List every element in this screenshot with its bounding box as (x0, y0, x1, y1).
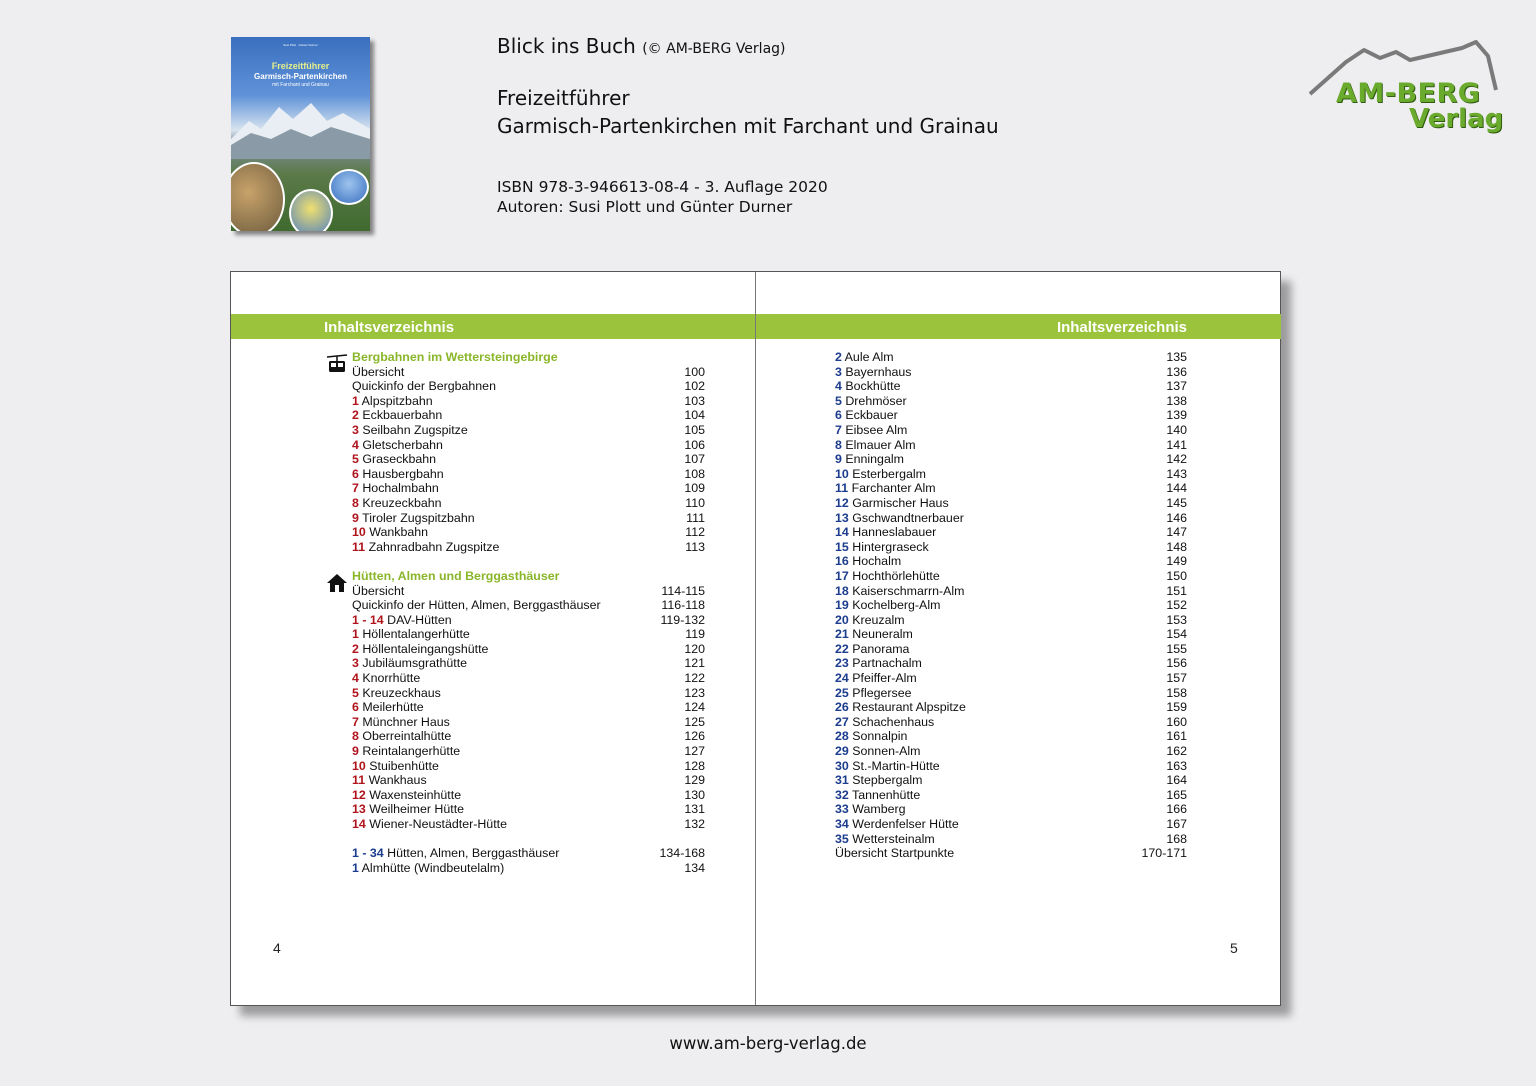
entry-title: Übersicht (352, 364, 405, 379)
toc-entry (835, 438, 1187, 453)
entry-title: Bayernhaus (845, 364, 912, 379)
right-heading: Inhaltsverzeichnis (1056, 319, 1187, 336)
cover-photo-hikers (231, 162, 285, 231)
toc-entry (352, 613, 705, 628)
entry-title: Pfeiffer-Alm (852, 671, 917, 686)
entry-title: Hanneslabauer (852, 525, 937, 540)
entry-number: 9 (835, 452, 842, 467)
entry-number: 8 (352, 729, 359, 744)
toc-entry (835, 671, 1187, 686)
entry-title: Hausbergbahn (362, 466, 444, 481)
blick-ins-buch: Blick ins Buch (© AM-BERG Verlag) (497, 34, 786, 58)
entry-title: Eibsee Alm (845, 422, 908, 437)
toc-entry (352, 481, 705, 496)
entry-title: Sonnen-Alm (852, 744, 921, 759)
entry-title: DAV-Hütten (387, 612, 452, 627)
entry-title: Meilerhütte (362, 700, 424, 715)
section-title: Bergbahnen im Wettersteingebirge (352, 350, 558, 364)
entry-page: 106 (684, 437, 705, 452)
entry-number: 13 (835, 510, 849, 525)
book-spread (230, 271, 1281, 1006)
entry-number: 2 (352, 408, 359, 423)
toc-entry (835, 452, 1187, 467)
entry-title: Weilheimer Hütte (369, 802, 465, 817)
entry-title: Hütten, Almen, Berggasthäuser (387, 846, 560, 861)
entry-title: Gschwandtnerbauer (852, 510, 964, 525)
entry-page: 152 (1166, 598, 1187, 613)
entry-number: 25 (835, 685, 849, 700)
entry-page: 125 (684, 714, 705, 729)
entry-page: 156 (1166, 656, 1187, 671)
entry-title: Farchanter Alm (851, 481, 936, 496)
entry-page: 134 (684, 860, 705, 875)
entry-number: 5 (352, 452, 359, 467)
entry-title: Eckbauer (845, 408, 898, 423)
right-heading-band (756, 314, 1281, 339)
entry-page: 110 (685, 495, 705, 510)
toc-entry (835, 729, 1187, 744)
toc-entry (352, 452, 705, 467)
entry-page: 104 (684, 408, 705, 423)
entry-page: 140 (1166, 422, 1187, 437)
toc-entry (352, 656, 705, 671)
toc-entry (352, 627, 705, 642)
toc-entry (835, 379, 1187, 394)
left-heading-band (231, 314, 755, 339)
entry-page: 136 (1166, 364, 1187, 379)
entry-number: 7 (835, 422, 842, 437)
entry-title: Alpspitzbahn (361, 393, 433, 408)
entry-title: Waxensteinhütte (369, 787, 462, 802)
entry-title: Gletscherbahn (362, 437, 443, 452)
toc-entry (835, 788, 1187, 803)
entry-title: Wankbahn (369, 525, 429, 540)
cover-title: Freizeitführer (271, 61, 330, 71)
logo-line2: Verlag (1409, 104, 1504, 134)
toc-entry (835, 700, 1187, 715)
cover-photo-church (289, 189, 333, 231)
entry-page: 157 (1166, 671, 1187, 686)
entry-page: 166 (1166, 802, 1187, 817)
entry-page: 123 (684, 685, 705, 700)
entry-number: 1 (352, 393, 359, 408)
entry-number: 21 (835, 627, 849, 642)
entry-number: 8 (352, 495, 359, 510)
book-title-line2: Garmisch-Partenkirchen mit Farchant und Grainau (497, 114, 999, 138)
entry-page: 132 (684, 817, 705, 831)
entry-number: 11 (352, 539, 366, 554)
entry-title: Restaurant Alpspitze (852, 700, 966, 715)
entry-title: Seilbahn Zugspitze (362, 422, 468, 437)
entry-page: 155 (1166, 641, 1187, 656)
entry-number: 27 (835, 714, 849, 729)
toc-entry (835, 467, 1187, 482)
toc-entry (835, 846, 1187, 861)
entry-title: Kreuzeckbahn (362, 495, 442, 510)
toc-entry (352, 584, 705, 599)
toc-entry (835, 365, 1187, 380)
entry-page: 121 (684, 656, 705, 671)
toc-entry (835, 350, 1187, 365)
entry-number: 28 (835, 729, 849, 744)
entry-number: 34 (835, 817, 849, 831)
entry-page: 100 (684, 364, 705, 379)
toc-entry (352, 861, 705, 876)
toc-entry (835, 642, 1187, 657)
toc-entry (352, 729, 705, 744)
entry-title: Quickinfo der Hütten, Almen, Berggasthäuser (352, 598, 601, 613)
entry-page: 159 (1166, 700, 1187, 715)
entry-number: 3 (835, 364, 842, 379)
entry-page: 127 (684, 744, 705, 759)
entry-page: 103 (684, 393, 705, 408)
entry-page: 161 (1166, 729, 1187, 744)
entry-title: Neuneralm (852, 627, 913, 642)
left-page-number: 4 (273, 940, 281, 956)
entry-number: 1 (352, 627, 359, 642)
logo-line1: AM-BERG (1336, 78, 1481, 109)
toc-entry (835, 511, 1187, 526)
toc-entry (352, 598, 705, 613)
toc-entry (835, 569, 1187, 584)
entry-title: Graseckbahn (362, 452, 437, 467)
entry-number: 4 (352, 437, 359, 452)
entry-number: 33 (835, 802, 849, 817)
entry-page: 160 (1166, 714, 1187, 729)
cover-subtitle: Garmisch-Partenkirchen (254, 72, 347, 81)
entry-title: Drehmöser (845, 393, 907, 408)
entry-number: 17 (835, 568, 849, 583)
entry-page: 107 (684, 452, 705, 467)
entry-page: 151 (1166, 583, 1187, 598)
entry-page: 130 (684, 787, 705, 802)
entry-page: 142 (1166, 452, 1187, 467)
right-page-number: 5 (1230, 940, 1238, 956)
entry-page: 131 (684, 802, 705, 817)
entry-page: 143 (1166, 466, 1187, 481)
entry-title: Hochalm (852, 554, 902, 569)
entry-title: Sonnalpin (852, 729, 908, 744)
entry-page: 170-171 (1141, 846, 1187, 861)
toc-entry (835, 656, 1187, 671)
entry-page: 114-115 (661, 583, 705, 598)
entry-number: 20 (835, 612, 849, 627)
entry-number: 4 (352, 671, 359, 686)
entry-number: 32 (835, 787, 849, 802)
toc-entry (352, 379, 705, 394)
entry-number: 12 (835, 495, 849, 510)
entry-title: Tannenhütte (852, 787, 921, 802)
toc-entry (352, 773, 705, 788)
toc-entry (835, 773, 1187, 788)
entry-number: 5 (835, 393, 842, 408)
entry-title: Elmauer Alm (845, 437, 916, 452)
toc-entry (835, 496, 1187, 511)
entry-number: 3 (352, 422, 359, 437)
toc-entry (835, 540, 1187, 555)
entry-page: 148 (1166, 539, 1187, 554)
entry-number: 4 (835, 379, 842, 394)
entry-title: Almhütte (Windbeutelalm) (361, 860, 505, 875)
entry-title: Wiener-Neustädter-Hütte (369, 817, 507, 831)
entry-page: 149 (1166, 554, 1187, 569)
entry-title: Kreuzalm (852, 612, 905, 627)
entry-page: 164 (1166, 773, 1187, 788)
entry-title: Hochalmbahn (362, 481, 439, 496)
entry-number: 11 (352, 773, 366, 788)
toc-entry (352, 394, 705, 409)
toc-entry (352, 700, 705, 715)
cable-car-icon (326, 354, 348, 374)
toc-entry (835, 554, 1187, 569)
entry-page: 105 (684, 422, 705, 437)
entry-number: 24 (835, 671, 849, 686)
entry-page: 119-132 (660, 612, 705, 627)
toc-entry (352, 496, 705, 511)
entry-title: Wankhaus (368, 773, 427, 788)
entry-page: 146 (1166, 510, 1187, 525)
entry-title: Kaiserschmarrn-Alm (852, 583, 965, 598)
entry-title: Quickinfo der Bergbahnen (352, 379, 496, 394)
toc-entry (352, 846, 705, 861)
page-gutter (755, 272, 756, 1005)
entry-title: Esterbergalm (852, 466, 926, 481)
entry-page: 154 (1166, 627, 1187, 642)
entry-page: 120 (684, 641, 705, 656)
toc-entry (835, 715, 1187, 730)
entry-title: Stepbergalm (852, 773, 923, 788)
entry-page: 128 (684, 758, 705, 773)
entry-page: 102 (684, 379, 705, 394)
toc-entry (835, 802, 1187, 817)
toc-entry (352, 525, 705, 540)
website-url[interactable]: www.am-berg-verlag.de (669, 1034, 867, 1053)
entry-number: 18 (835, 583, 849, 598)
entry-title: Oberreintalhütte (362, 729, 452, 744)
left-heading: Inhaltsverzeichnis (324, 319, 455, 336)
entry-number: 30 (835, 758, 849, 773)
toc-entry (835, 598, 1187, 613)
toc-entry (352, 788, 705, 803)
toc-entry (352, 423, 705, 438)
entry-number: 14 (352, 817, 366, 831)
entry-number: 10 (835, 466, 849, 481)
entry-page: 165 (1166, 787, 1187, 802)
book-cover (231, 37, 370, 231)
cover-authors: Susi Plott · Günter Durner (283, 43, 318, 47)
toc-entry (835, 744, 1187, 759)
toc-entry (835, 627, 1187, 642)
entry-number: 9 (352, 510, 359, 525)
entry-title: Hintergraseck (852, 539, 929, 554)
section-title: Hütten, Almen und Berggasthäuser (352, 568, 560, 583)
entry-number: 15 (835, 539, 849, 554)
entry-title: Knorrhütte (362, 671, 421, 686)
entry-number: 1 (352, 860, 359, 875)
entry-number: 5 (352, 685, 359, 700)
cover-photo-cablecar (329, 169, 369, 205)
entry-number: 6 (352, 466, 359, 481)
entry-title: Enningalm (845, 452, 904, 467)
toc-entry (352, 467, 705, 482)
toc-entry (352, 802, 705, 817)
entry-title: Wamberg (852, 802, 906, 817)
entry-title: Eckbauerbahn (362, 408, 443, 423)
entry-number: 3 (352, 656, 359, 671)
entry-number: 6 (835, 408, 842, 423)
entry-page: 124 (684, 700, 705, 715)
entry-number: 26 (835, 700, 849, 715)
entry-page: 111 (686, 510, 705, 525)
book-title-line1: Freizeitführer (497, 86, 630, 110)
right-toc (835, 350, 1187, 861)
toc-entry (352, 686, 705, 701)
entry-title: Zahnradbahn Zugspitze (368, 539, 500, 554)
house-icon (326, 573, 348, 593)
entry-page: 119 (685, 627, 705, 642)
entry-title: Übersicht Startpunkte (835, 846, 955, 861)
entry-page: 122 (684, 671, 705, 686)
entry-number: 2 (352, 641, 359, 656)
entry-title: Jubiläumsgrathütte (362, 656, 468, 671)
toc-entry (352, 744, 705, 759)
entry-number: 11 (835, 481, 849, 496)
entry-page: 144 (1166, 481, 1187, 496)
entry-number: 22 (835, 641, 849, 656)
entry-number: 23 (835, 656, 849, 671)
toc-entry (835, 408, 1187, 423)
isbn-edition: ISBN 978-3-946613-08-4 - 3. Auflage 2020 (497, 178, 828, 196)
cover-subtitle2: mit Farchant und Grainau (272, 82, 329, 88)
entry-page: 153 (1166, 612, 1187, 627)
entry-page: 137 (1166, 379, 1187, 394)
entry-title: Reintalangerhütte (362, 744, 461, 759)
toc-entry (835, 423, 1187, 438)
toc-entry (835, 394, 1187, 409)
entry-page: 139 (1166, 408, 1187, 423)
toc-entry (835, 832, 1187, 847)
entry-title: Pflegersee (852, 685, 912, 700)
entry-number: 1 - 34 (352, 846, 384, 861)
entry-title: Kochelberg-Alm (852, 598, 941, 613)
entry-number: 10 (352, 758, 366, 773)
toc-entry (835, 817, 1187, 832)
entry-page: 135 (1166, 350, 1187, 364)
entry-title: Übersicht (352, 583, 405, 598)
entry-title: Münchner Haus (362, 714, 450, 729)
entry-number: 14 (835, 525, 849, 540)
entry-title: Höllentaleingangshütte (362, 641, 489, 656)
left-toc (352, 350, 705, 875)
toc-entry (352, 759, 705, 774)
entry-number: 35 (835, 831, 849, 846)
entry-title: St.-Martin-Hütte (852, 758, 940, 773)
toc-entry (835, 613, 1187, 628)
toc-entry (352, 540, 705, 555)
entry-page: 141 (1166, 437, 1187, 452)
entry-title: Bockhütte (845, 379, 901, 394)
toc-entry (835, 686, 1187, 701)
toc-entry (352, 511, 705, 526)
entry-page: 150 (1166, 568, 1187, 583)
entry-page: 138 (1166, 393, 1187, 408)
toc-entry (352, 642, 705, 657)
entry-number: 7 (352, 481, 359, 496)
entry-number: 9 (352, 744, 359, 759)
authors: Autoren: Susi Plott und Günter Durner (497, 198, 793, 216)
entry-number: 10 (352, 525, 366, 540)
entry-page: 112 (685, 525, 705, 540)
entry-page: 167 (1166, 817, 1187, 831)
entry-number: 6 (352, 700, 359, 715)
entry-title: Stuibenhütte (369, 758, 439, 773)
toc-entry (835, 759, 1187, 774)
publisher-logo (1306, 38, 1502, 138)
entry-number: 16 (835, 554, 849, 569)
toc-entry (352, 438, 705, 453)
entry-page: 116-118 (661, 598, 705, 613)
entry-page: 109 (684, 481, 705, 496)
entry-page: 134-168 (659, 846, 705, 861)
entry-number: 29 (835, 744, 849, 759)
copyright-note: (© AM-BERG Verlag) (642, 41, 786, 57)
toc-entry (835, 525, 1187, 540)
entry-title: Kreuzeckhaus (362, 685, 441, 700)
entry-page: 147 (1166, 525, 1187, 540)
entry-number: 7 (352, 714, 359, 729)
cover-mountains (231, 99, 370, 159)
toc-entry (352, 408, 705, 423)
entry-number: 31 (835, 773, 849, 788)
entry-page: 113 (685, 539, 705, 554)
entry-page: 126 (684, 729, 705, 744)
entry-number: 19 (835, 598, 849, 613)
entry-number: 8 (835, 437, 842, 452)
entry-title: Schachenhaus (852, 714, 935, 729)
entry-title: Höllentalangerhütte (362, 627, 470, 642)
entry-page: 108 (684, 466, 705, 481)
entry-page: 163 (1166, 758, 1187, 773)
toc-entry (835, 584, 1187, 599)
entry-title: Partnachalm (852, 656, 922, 671)
toc-entry (352, 715, 705, 730)
entry-page: 158 (1166, 685, 1187, 700)
entry-title: Wettersteinalm (852, 831, 935, 846)
toc-entry (352, 671, 705, 686)
toc-entry (352, 817, 705, 832)
entry-title: Garmischer Haus (852, 495, 949, 510)
entry-page: 162 (1166, 744, 1187, 759)
entry-number: 12 (352, 787, 366, 802)
entry-title: Hochthörlehütte (852, 568, 940, 583)
entry-title: Werdenfelser Hütte (852, 817, 959, 831)
entry-title: Tiroler Zugspitzbahn (362, 510, 475, 525)
entry-title: Aule Alm (844, 350, 894, 364)
entry-number: 1 - 14 (352, 612, 384, 627)
entry-page: 168 (1166, 831, 1187, 846)
entry-number: 13 (352, 802, 366, 817)
toc-entry (835, 481, 1187, 496)
entry-page: 145 (1166, 495, 1187, 510)
entry-title: Panorama (852, 641, 910, 656)
toc-entry (352, 365, 705, 380)
entry-page: 129 (684, 773, 705, 788)
entry-number: 2 (835, 350, 842, 364)
